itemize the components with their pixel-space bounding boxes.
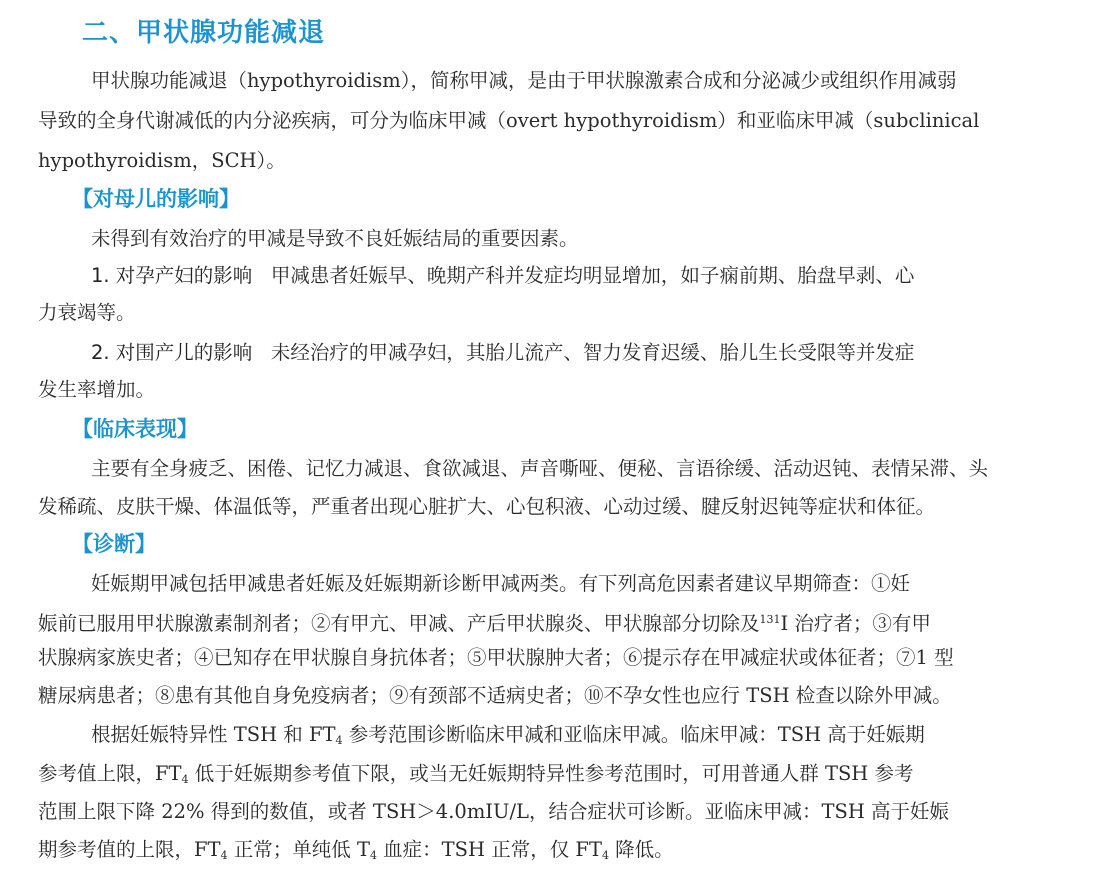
effects-item-1-lead: 1. 对孕产妇的影响: [91, 264, 253, 287]
effects-item-2: [91, 339, 914, 367]
intro-line-3: hypothyroidism，SCH）。: [38, 149, 286, 172]
diagnosis-p2-line-2: [38, 760, 914, 794]
effects-heading: 【对母儿的影响】: [72, 187, 240, 211]
p2-l2-a: 参考值上限，FT: [38, 762, 182, 785]
p2-l4-d: 降低。: [608, 838, 674, 861]
subscript-4: 4: [335, 734, 343, 747]
effects-item-2-lead: 2. 对围产儿的影响: [91, 341, 253, 364]
p2-l2-b: 低于妊娠期参考值下限，或当无妊娠期特异性参考范围时，可用普通人群 TSH 参考: [188, 762, 914, 785]
diagnosis-p1-line-2: [38, 606, 931, 638]
diagnosis-p2-line-4: [38, 836, 674, 870]
diagnosis-p1-line-1: 妊娠期甲减包括甲减患者妊娠及妊娠期新诊断甲减两类。有下列高危因素者建议早期筛查：①妊: [91, 572, 911, 595]
diagnosis-heading: 【诊断】: [72, 532, 156, 556]
effects-line-1: 未得到有效治疗的甲减是导致不良妊娠结局的重要因素。: [91, 227, 579, 250]
effects-item-1: [91, 262, 914, 290]
section-title: 二、甲状腺功能减退: [82, 18, 326, 48]
clinical-line-2: 发稀疏、皮肤干燥、体温低等，严重者出现心脏扩大、心包积液、心动过缓、腱反射迟钝等症状和体征。: [38, 495, 936, 518]
diagnosis-p1-line-3: 状腺病家族史者；④已知存在甲状腺自身抗体者；⑤甲状腺肿大者；⑥提示存在甲减症状或体征者；⑦1 型: [38, 646, 954, 669]
effects-item-1-text: 甲减患者妊娠早、晚期产科并发症均明显增加，如子痫前期、胎盘早剥、心: [270, 264, 915, 287]
effects-item-1-cont: 力衰竭等。: [38, 301, 136, 324]
diagnosis-p1-line-2-a: 娠前已服用甲状腺激素制剂者；②有甲亢、甲减、产后甲状腺炎、甲状腺部分切除及: [38, 612, 760, 635]
diagnosis-p2-line-1: [91, 721, 925, 755]
p2-l4-b: 正常；单纯低 T: [227, 838, 370, 861]
diagnosis-p1-line-4: 糖尿病患者；⑧患有其他自身免疫病者；⑨有颈部不适病史者；⑩不孕女性也应行 TSH 检查以除外甲减。: [38, 684, 952, 707]
subscript-4: 4: [369, 849, 377, 862]
subscript-4: 4: [601, 849, 609, 862]
isotope-superscript: 131: [759, 613, 781, 626]
p2-l1-b: 参考范围诊断临床甲减和亚临床甲减。临床甲减：TSH 高于妊娠期: [342, 723, 925, 746]
p2-l4-c: 血症：TSH 正常，仅 FT: [376, 838, 602, 861]
diagnosis-p1-line-2-b: I 治疗者；③有甲: [780, 612, 931, 635]
subscript-4: 4: [181, 773, 189, 786]
clinical-heading: 【临床表现】: [72, 417, 198, 441]
subscript-4: 4: [220, 849, 228, 862]
intro-line-2: 导致的全身代谢减低的内分泌疾病，可分为临床甲减（overt hypothyroidism）和亚临床甲减（subclinical: [38, 109, 980, 132]
effects-item-2-cont: 发生率增加。: [38, 378, 156, 401]
p2-l1-a: 根据妊娠特异性 TSH 和 FT: [91, 723, 336, 746]
effects-item-2-text: 未经治疗的甲减孕妇，其胎儿流产、智力发育迟缓、胎儿生长受限等并发症: [270, 341, 915, 364]
diagnosis-p2-line-3: 范围上限下降 22% 得到的数值，或者 TSH＞4.0mIU/L，结合症状可诊断。亚临床甲减：TSH 高于妊娠: [38, 800, 950, 823]
clinical-line-1: 主要有全身疲乏、困倦、记忆力减退、食欲减退、声音嘶哑、便秘、言语徐缓、活动迟钝、表情呆滞、头: [91, 457, 989, 480]
p2-l4-a: 期参考值的上限，FT: [38, 838, 221, 861]
intro-line-1: 甲状腺功能减退（hypothyroidism），简称甲减，是由于甲状腺激素合成和分泌减少或组织作用减弱: [91, 69, 957, 92]
